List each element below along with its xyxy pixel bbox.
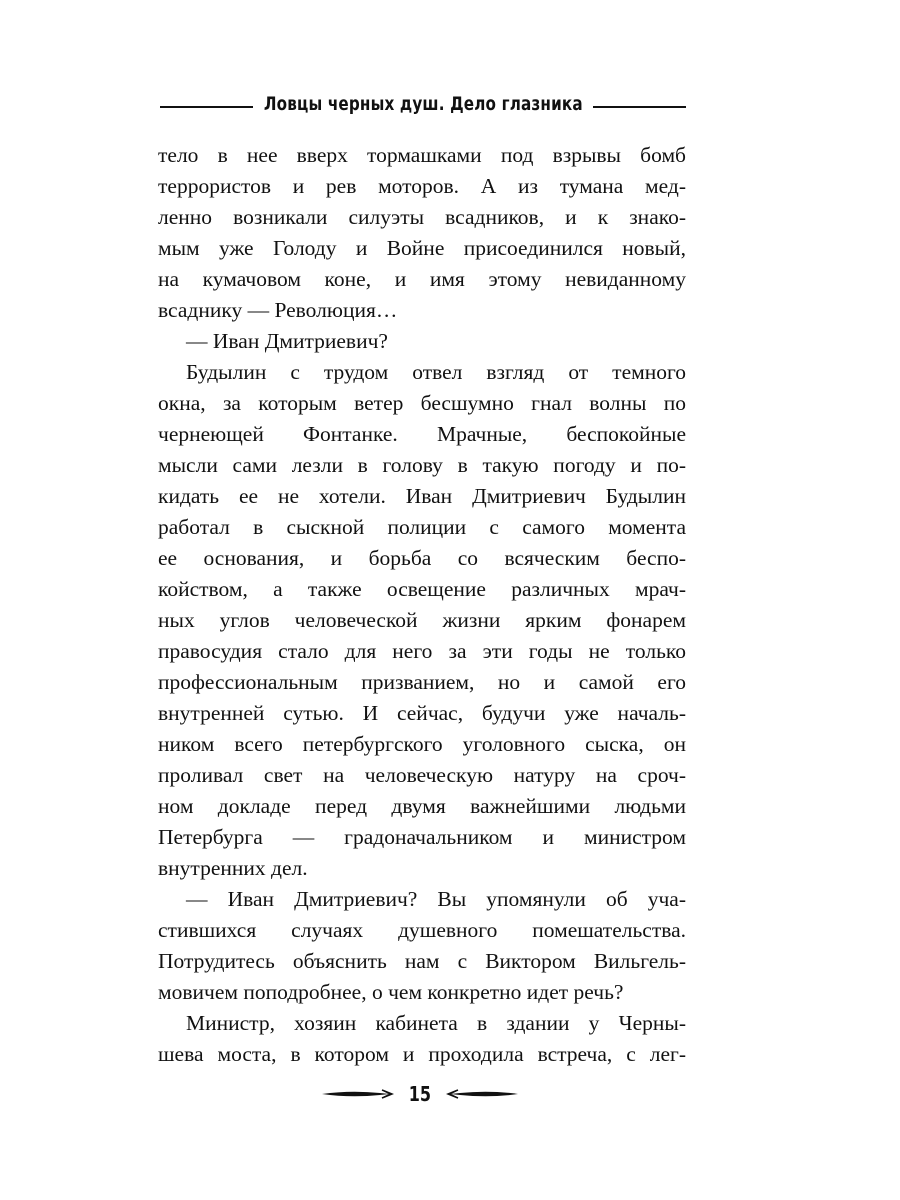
header-rule-left <box>160 106 253 108</box>
text-line: профессиональным призванием, но и самой его <box>158 670 686 694</box>
text-line: стившихся случаях душевного помешательства. <box>158 918 686 942</box>
paragraph <box>158 140 686 326</box>
text-line: кидать ее не хотели. Иван Дмитриевич Будылин <box>158 484 686 508</box>
paragraph <box>158 326 686 357</box>
text-line: чернеющей Фонтанке. Мрачные, беспокойные <box>158 422 686 446</box>
text-line: ном докладе перед двумя важнейшими людьми <box>158 794 686 818</box>
text-line: шева моста, в котором и проходила встреча, с лег- <box>158 1042 686 1066</box>
running-header <box>160 86 686 114</box>
page-footer <box>310 1082 530 1106</box>
text-line: ником всего петербургского уголовного сыска, он <box>158 732 686 756</box>
text-line: всаднику — Революция… <box>158 298 398 322</box>
paragraph <box>158 357 686 884</box>
left-ornament-icon <box>320 1087 394 1101</box>
text-line: Потрудитесь объяснить нам с Виктором Вильгель- <box>158 949 686 973</box>
text-line: ее основания, и борьба со всяческим беспо- <box>158 546 686 570</box>
text-line: внутренней сутью. И сейчас, будучи уже началь- <box>158 701 686 725</box>
text-line: внутренних дел. <box>158 856 308 880</box>
text-line: Петербурга — градоначальником и министром <box>158 825 686 849</box>
text-line: террористов и рев моторов. А из тумана мед- <box>158 174 686 198</box>
text-line: на кумачовом коне, и имя этому невиданному <box>158 267 686 291</box>
right-ornament-icon <box>446 1087 520 1101</box>
text-line: работал в сыскной полиции с самого момента <box>158 515 686 539</box>
text-line: мовичем поподробнее, о чем конкретно идет речь? <box>158 980 624 1004</box>
running-header-title: Ловцы черных душ. Дело глазника <box>263 93 583 115</box>
paragraph <box>158 884 686 1008</box>
text-line: Министр, хозяин кабинета в здании у Черны- <box>186 1011 686 1035</box>
text-line: ленно возникали силуэты всадников, и к знако- <box>158 205 686 229</box>
text-line: мысли сами лезли в голову в такую погоду и по- <box>158 453 686 477</box>
text-line: ных углов человеческой жизни ярким фонарем <box>158 608 686 632</box>
text-line: проливал свет на человеческую натуру на сроч- <box>158 763 686 787</box>
text-line: Будылин с трудом отвел взгляд от темного <box>186 360 686 384</box>
text-line: мым уже Голоду и Войне присоединился новый, <box>158 236 686 260</box>
text-line: правосудия стало для него за эти годы не только <box>158 639 686 663</box>
text-line: тело в нее вверх тормашками под взрывы бомб <box>158 143 686 167</box>
text-line: — Иван Дмитриевич? <box>186 329 388 353</box>
text-line: койством, а также освещение различных мрач- <box>158 577 686 601</box>
page-number: 15 <box>408 1082 432 1106</box>
body-text <box>158 140 686 1070</box>
paragraph <box>158 1008 686 1070</box>
text-line: окна, за которым ветер бесшумно гнал волны по <box>158 391 686 415</box>
header-rule-right <box>593 106 686 108</box>
text-line: — Иван Дмитриевич? Вы упомянули об уча- <box>186 887 686 911</box>
